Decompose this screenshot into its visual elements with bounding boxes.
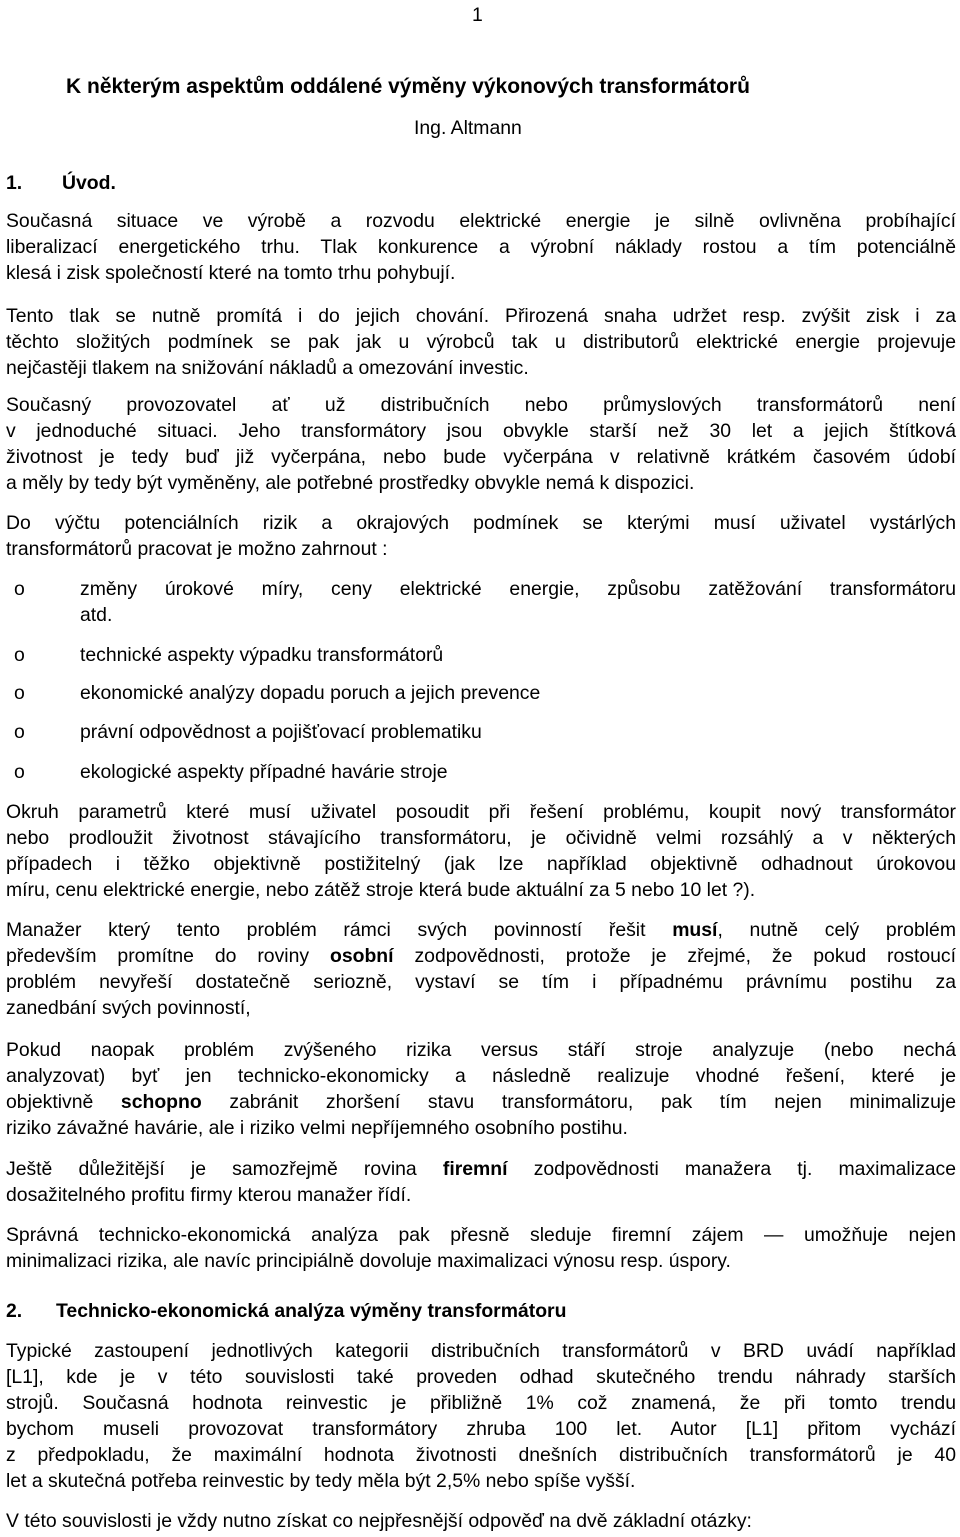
document-title: K některým aspektům oddálené výměny výkonových transformátorů xyxy=(66,75,750,98)
paragraph-line: Do výčtu potenciálních rizik a okrajových podmínek se kterými musí uživatel vystárlých xyxy=(6,512,956,534)
paragraph-line: strojů. Současná hodnota reinvestic je přibližně 1% což znamená, že při tomto trendu xyxy=(6,1392,956,1414)
paragraph-line: životnost je tedy buď již vyčerpána, nebo bude vyčerpána v relativně krátkém časovém údobí xyxy=(6,446,956,468)
text-run: především promítne do roviny xyxy=(6,945,330,967)
paragraph-line: transformátorů pracovat je možno zahrnout : xyxy=(6,538,388,560)
bullet-marker: o xyxy=(14,721,25,743)
paragraph-line: případech i těžko objektivně postižitelný (jak lze například objektivně odhadnout úrokovou xyxy=(6,853,956,875)
bullet-marker: o xyxy=(14,682,25,704)
emphasis-word: firemní xyxy=(442,1158,508,1180)
paragraph-line: Současný provozovatel ať už distribučních nebo průmyslových transformátorů není xyxy=(6,394,956,416)
bullet-item-text: ekologické aspekty případné havárie stroje xyxy=(80,761,448,783)
emphasis-word: schopno xyxy=(120,1091,202,1113)
paragraph-line xyxy=(6,1156,956,1182)
paragraph-line: problém nevyřeší dostatečně seriozně, vystaví se tím i případnému právnímu postihu za xyxy=(6,971,956,993)
paragraph-line: v jednoduché situaci. Jeho transformátory jsou obvykle starší než 30 let a jejich štítková xyxy=(6,420,956,442)
text-run: zabránit zhoršení stavu transformátoru, pak tím nejen minimalizuje xyxy=(201,1091,957,1113)
paragraph-line: V této souvislosti je vždy nutno získat co nejpřesnější odpověď na dvě základní otázky: xyxy=(6,1510,752,1532)
page-number: 1 xyxy=(472,4,483,26)
paragraph-line: těchto složitých podmínek se pak jak u výrobců tak u distributorů elektrické energie projevuje xyxy=(6,331,956,353)
paragraph-line: [L1], kde je v této souvislosti také proveden odhad skutečného trendu náhrady starších xyxy=(6,1366,956,1388)
section-1-title: Úvod. xyxy=(62,172,116,194)
paragraph-line: nejčastěji tlakem na snižování nákladů a omezování investic. xyxy=(6,357,529,379)
text-run: zodpovědnosti manažera tj. maximalizace xyxy=(507,1158,956,1180)
paragraph-line xyxy=(6,1089,956,1115)
text-run: objektivně xyxy=(6,1091,121,1113)
bullet-item-text: ekonomické analýzy dopadu poruch a jejich prevence xyxy=(80,682,541,704)
paragraph-line: bychom museli provozovat transformátory zhruba 100 let. Autor [L1] přitom vychází xyxy=(6,1418,956,1440)
paragraph-line: minimalizaci rizika, ale navíc principiálně dovoluje maximalizaci výnosu resp. úspory. xyxy=(6,1250,731,1272)
paragraph-line: let a skutečná potřeba reinvestic by tedy měla být 2,5% nebo spíše vyšší. xyxy=(6,1470,636,1492)
paragraph-line: nebo prodloužit životnost stávajícího transformátoru, je očividně velmi rozsáhlý a v některých xyxy=(6,827,956,849)
text-run: zodpovědnosti, protože je zřejmé, že pokud rostoucí xyxy=(393,945,956,967)
paragraph-line: riziko závažné havárie, ale i riziko velmi nepříjemného osobního postihu. xyxy=(6,1117,628,1139)
paragraph-line: dosažitelného profitu firmy kterou manažer řídí. xyxy=(6,1184,412,1206)
bullet-item-text: změny úrokové míry, ceny elektrické energie, způsobu zatěžování transformátoru xyxy=(80,578,956,600)
paragraph-line: Okruh parametrů které musí uživatel posoudit při řešení problému, koupit nový transformátor xyxy=(6,801,956,823)
paragraph-line: Pokud naopak problém zvýšeného rizika versus stáří stroje analyzuje (nebo nechá xyxy=(6,1039,956,1061)
paragraph-line: klesá i zisk společností které na tomto trhu pohybují. xyxy=(6,262,456,284)
bullet-item-text: technické aspekty výpadku transformátorů xyxy=(80,644,444,666)
paragraph-line: liberalizací energetického trhu. Tlak konkurence a výrobní náklady rostou a tím potenciálně xyxy=(6,236,956,258)
bullet-marker: o xyxy=(14,578,25,600)
paragraph-line: Tento tlak se nutně promítá i do jejich chování. Přirozená snaha udržet resp. zvýšit zisk i za xyxy=(6,305,956,327)
section-2-number: 2. xyxy=(6,1300,23,1322)
paragraph-line: analyzovat) byť jen technicko-ekonomicky a následně realizuje vhodné řešení, které je xyxy=(6,1065,956,1087)
text-run: Manažer který tento problém rámci svých povinností řešit xyxy=(6,919,673,941)
paragraph-line xyxy=(6,943,956,969)
paragraph-line: Správná technicko-ekonomická analýza pak přesně sleduje firemní zájem — umožňuje nejen xyxy=(6,1224,956,1246)
bullet-item-text: atd. xyxy=(80,604,113,626)
paragraph-line xyxy=(6,917,956,943)
paragraph-line: Typické zastoupení jednotlivých kategorii distribučních transformátorů v BRD uvádí například xyxy=(6,1340,956,1362)
text-run: Ještě důležitější je samozřejmě rovina xyxy=(6,1158,443,1180)
paragraph-line: Současná situace ve výrobě a rozvodu elektrické energie je silně ovlivněna probíhající xyxy=(6,210,956,232)
text-run: , nutně celý problém xyxy=(717,919,956,941)
paragraph-line: zanedbání svých povinností, xyxy=(6,997,251,1019)
bullet-item-text: právní odpovědnost a pojišťovací problematiku xyxy=(80,721,482,743)
section-2-title: Technicko-ekonomická analýza výměny transformátoru xyxy=(56,1300,567,1322)
bullet-marker: o xyxy=(14,761,25,783)
emphasis-word: osobní xyxy=(329,945,394,967)
paragraph-line: z předpokladu, že maximální hodnota životnosti dnešních distribučních transformátorů je 40 xyxy=(6,1444,956,1466)
author-name: Ing. Altmann xyxy=(414,117,522,139)
emphasis-word: musí xyxy=(672,919,718,941)
paragraph-line: míru, cenu elektrické energie, nebo zátěž stroje která bude aktuální za 5 nebo 10 let ?). xyxy=(6,879,756,901)
section-1-number: 1. xyxy=(6,172,23,194)
paragraph-line: a měly by tedy být vyměněny, ale potřebné prostředky obvykle nemá k dispozici. xyxy=(6,472,695,494)
bullet-marker: o xyxy=(14,644,25,666)
